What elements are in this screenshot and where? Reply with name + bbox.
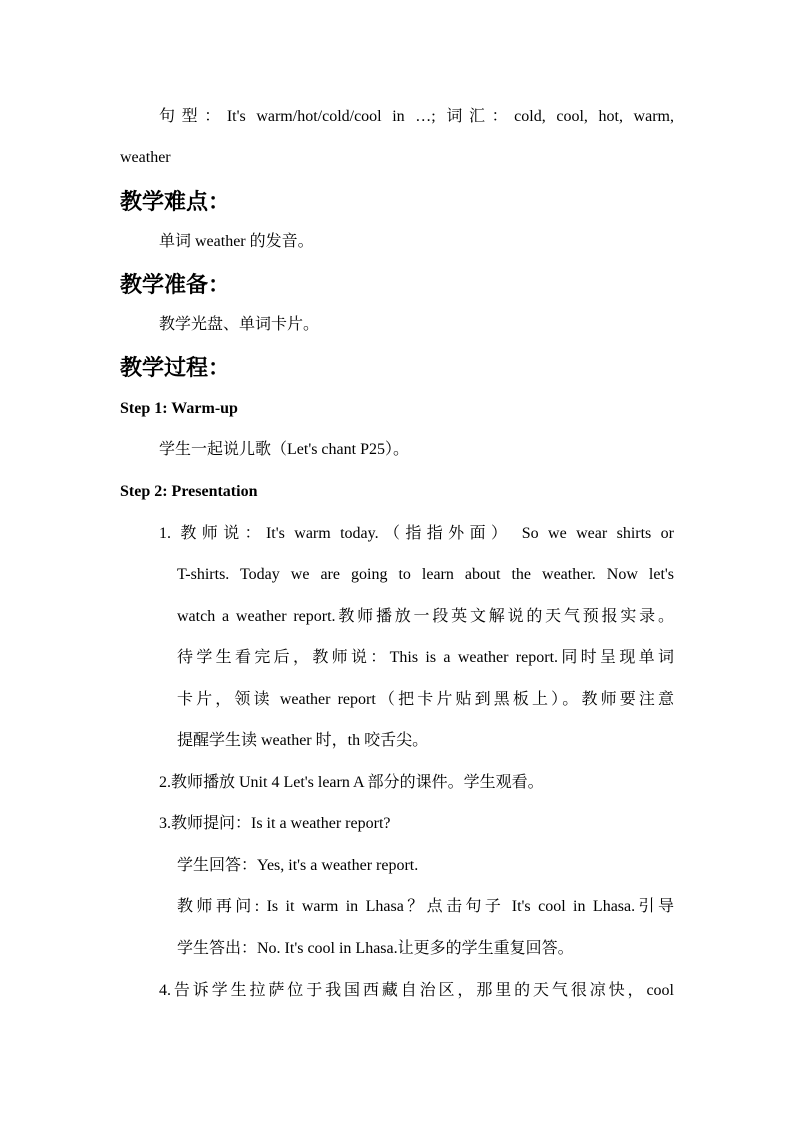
item1-line: T-shirts. Today we are going to learn about the weather. Now let's (177, 566, 674, 583)
item1-line: watch a weather report.教师播放一段英文解说的天气预报实录。 (177, 608, 674, 625)
item3-line: 教师再问: Is it warm in Lhasa？点击句子 It's cool in Lhasa.引导 (177, 898, 674, 915)
process-heading: 教学过程： (120, 355, 231, 380)
key-points-line: weather (120, 149, 171, 166)
difficulty-text: 单词 weather 的发音。 (159, 233, 314, 250)
item1-line: 1. 教师说：It's warm today.（指指外面） So we wear shirts or (159, 525, 674, 542)
preparation-heading: 教学准备： (120, 272, 231, 297)
key-points-line: 句型：It's warm/hot/cold/cool in …; 词汇：cold, cool, hot, warm, (159, 108, 674, 125)
item3-line: 学生答出：No. It's cool in Lhasa.让更多的学生重复回答。 (177, 940, 574, 957)
difficulty-heading: 教学难点： (120, 189, 231, 214)
item3-line: 3.教师提问：Is it a weather report? (159, 815, 391, 832)
step1-text: 学生一起说儿歌（Let's chant P25）。 (159, 441, 409, 458)
item1-line: 提醒学生读 weather 时，th 咬舌尖。 (177, 732, 429, 749)
item4-text: 4.告诉学生拉萨位于我国西藏自治区，那里的天气很凉快，cool (159, 982, 674, 999)
item3-line: 学生回答：Yes, it's a weather report. (177, 857, 419, 874)
item1-line: 卡片，领读 weather report（把卡片贴到黑板上）。教师要注意 (177, 691, 674, 708)
item1-line: 待学生看完后，教师说：This is a weather report.同时呈现单词 (177, 649, 674, 666)
step2-title: Step 2: Presentation (120, 483, 258, 500)
step1-title: Step 1: Warm-up (120, 400, 238, 417)
preparation-text: 教学光盘、单词卡片。 (159, 316, 320, 333)
item2-text: 2.教师播放 Unit 4 Let's learn A 部分的课件。学生观看。 (159, 774, 544, 791)
